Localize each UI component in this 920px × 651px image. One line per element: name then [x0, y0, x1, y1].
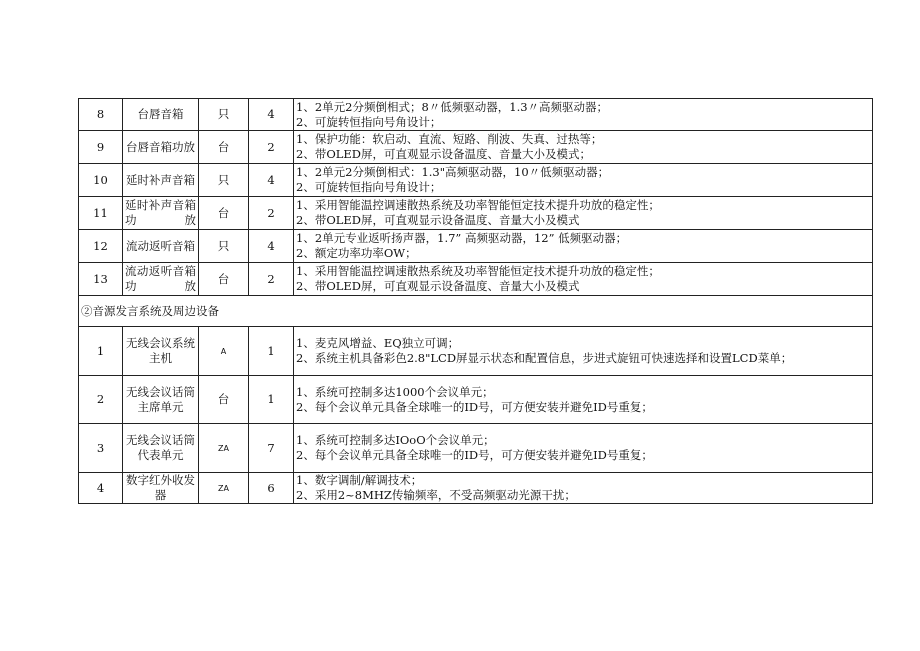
- item-quantity: 7: [249, 424, 294, 473]
- description-line: 1、保护功能：软启动、直流、短路、削波、失真、过热等；: [296, 132, 603, 146]
- item-quantity: 1: [249, 376, 294, 424]
- description-line: 1、采用智能温控调速散热系统及功率智能恒定技术提升功放的稳定性；: [296, 198, 660, 212]
- description-line: 2、系统主机具备彩色2.8"LCD屏显示状态和配置信息，步进式旋钮可快速选择和设置LCD菜单；: [296, 351, 793, 365]
- item-number: 11: [79, 197, 123, 230]
- description-line: 1、数字调制/解调技术；: [296, 473, 423, 487]
- description-line: 2、带OLED屏，可直观显示设备温度、音量大小及模式: [296, 279, 580, 293]
- item-name: 流动返听音箱功放: [123, 263, 199, 296]
- item-quantity: 6: [249, 473, 294, 504]
- item-name: 数字红外收发器: [123, 473, 199, 504]
- table-row: [79, 197, 873, 230]
- table-row: [79, 99, 873, 131]
- item-number: 3: [79, 424, 123, 473]
- description-line: 1、2单元专业返听扬声器，1.7” 高频驱动器，12” 低频驱动器；: [296, 231, 628, 245]
- item-name: 无线会议系统主机: [123, 327, 199, 376]
- section-title: ②音源发言系统及周边设备: [79, 296, 873, 327]
- item-number: 12: [79, 230, 123, 263]
- item-description: [294, 164, 873, 197]
- description-line: 1、2单元2分频倒相式：1.3"高频驱动器，10〃低频驱动器；: [296, 165, 610, 179]
- item-description: [294, 263, 873, 296]
- item-description: [294, 473, 873, 504]
- item-description: [294, 99, 873, 131]
- item-description: [294, 424, 873, 473]
- item-unit: 台: [199, 197, 249, 230]
- item-quantity: 1: [249, 327, 294, 376]
- item-unit: 只: [199, 164, 249, 197]
- item-number: 10: [79, 164, 123, 197]
- item-description: [294, 376, 873, 424]
- description-line: 1、麦克风增益、EQ独立可调；: [296, 336, 460, 350]
- item-quantity: 2: [249, 131, 294, 164]
- item-number: 13: [79, 263, 123, 296]
- item-description: [294, 327, 873, 376]
- item-number: 2: [79, 376, 123, 424]
- equipment-spec-table: [78, 98, 873, 504]
- table-row: [79, 376, 873, 424]
- item-description: [294, 131, 873, 164]
- description-line: 2、额定功率功率OW；: [296, 246, 417, 260]
- item-quantity: 2: [249, 197, 294, 230]
- table-row: [79, 164, 873, 197]
- item-quantity: 4: [249, 99, 294, 131]
- table-row: [79, 263, 873, 296]
- item-unit: 只: [199, 99, 249, 131]
- table-row: [79, 424, 873, 473]
- item-unit: ZA: [199, 473, 249, 504]
- table-row: [79, 230, 873, 263]
- item-unit: 台: [199, 263, 249, 296]
- description-line: 1、系统可控制多达1000个会议单元；: [296, 384, 494, 399]
- description-line: 1、2单元2分频倒相式；8〃低频驱动器，1.3〃高频驱动器；: [296, 99, 609, 114]
- table-row: [79, 473, 873, 504]
- item-unit: A: [199, 327, 249, 376]
- description-line: 2、可旋转恒指向号角设计；: [296, 180, 442, 194]
- item-unit: 台: [199, 376, 249, 424]
- item-number: 8: [79, 99, 123, 131]
- item-name: 延时补声音箱: [123, 164, 199, 197]
- item-description: [294, 230, 873, 263]
- description-line: 2、带OLED屏，可直观显示设备温度、音量大小及模式；: [296, 147, 591, 161]
- item-name: 台唇音箱: [123, 99, 199, 131]
- description-line: 2、可旋转恒指向号角设计；: [296, 114, 442, 129]
- item-name: 无线会议话筒代表单元: [123, 424, 199, 473]
- item-number: 1: [79, 327, 123, 376]
- description-line: 2、采用2~8MHZ传输频率，不受高频驱动光源干扰；: [296, 488, 576, 502]
- item-description: [294, 197, 873, 230]
- item-number: 4: [79, 473, 123, 504]
- description-line: 2、每个会议单元具备全球唯一的ID号，可方便安装并避免ID号重复；: [296, 399, 653, 414]
- table-row: [79, 327, 873, 376]
- item-unit: 台: [199, 131, 249, 164]
- item-name: 延时补声音箱功放: [123, 197, 199, 230]
- item-quantity: 2: [249, 263, 294, 296]
- item-quantity: 4: [249, 230, 294, 263]
- description-line: 1、系统可控制多达IOoO个会议单元；: [296, 433, 495, 447]
- table-row: [79, 131, 873, 164]
- item-unit: ZA: [199, 424, 249, 473]
- item-name: 台唇音箱功放: [123, 131, 199, 164]
- section-header-row: [79, 296, 873, 327]
- description-line: 1、采用智能温控调速散热系统及功率智能恒定技术提升功放的稳定性；: [296, 264, 660, 278]
- item-quantity: 4: [249, 164, 294, 197]
- item-name: 流动返听音箱: [123, 230, 199, 263]
- item-name: 无线会议话筒主席单元: [123, 376, 199, 424]
- description-line: 2、带OLED屏，可直观显示设备温度、音量大小及模式: [296, 213, 580, 227]
- item-number: 9: [79, 131, 123, 164]
- item-unit: 只: [199, 230, 249, 263]
- description-line: 2、每个会议单元具备全球唯一的ID号，可方便安装并避免ID号重复；: [296, 448, 653, 462]
